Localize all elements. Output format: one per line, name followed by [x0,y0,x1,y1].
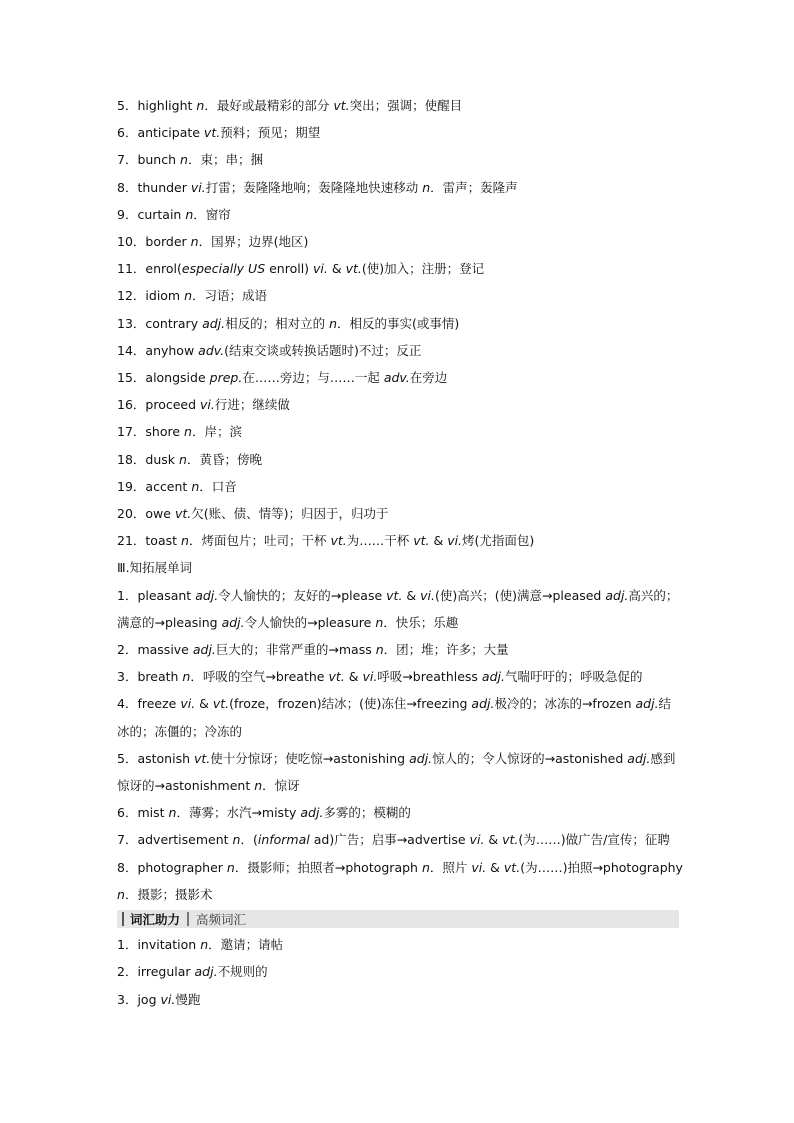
vocab-text: & [484,832,503,848]
part-of-speech: vi. [469,832,485,848]
vocab-text: 15．alongside [117,370,210,386]
part-of-speech: n [254,778,263,794]
vocab-line [117,418,679,445]
banner-divider [187,912,189,926]
part-of-speech: vt. [212,696,230,712]
vocab-text: 18．dusk [117,451,179,467]
part-of-speech: n [329,315,338,331]
vocab-text: 10．border [117,234,191,250]
part-of-speech: adj. [481,669,505,685]
vocab-text: 1．pleasant [117,587,196,603]
vocab-line [117,690,679,717]
part-of-speech: vi. [180,696,196,712]
vocab-line [117,554,679,581]
vocabulary-list-b [117,931,679,1013]
vocab-text: ．国界；边界(地区) [198,234,309,250]
part-of-speech: adj. [471,696,495,712]
vocab-text: ．雷声；轰隆声 [430,179,518,195]
part-of-speech: n [196,98,205,113]
part-of-speech: adj. [627,750,651,766]
vocab-text: 结 [658,696,672,712]
part-of-speech: n [232,832,241,848]
vocab-text: 7．advertisement [117,832,233,848]
vocab-text: ad)广告；启事→advertise [309,832,470,848]
vocab-text: 14．anyhow [117,342,199,358]
vocab-line [117,282,679,309]
vocab-text: (为……)拍照→photography [520,859,683,875]
vocab-text: & [327,261,346,277]
vocab-line [117,92,679,119]
vocab-text: ．呼吸的空气→breathe [190,669,329,685]
part-of-speech: n [422,179,431,195]
vocab-text: ．薄雾；水汽→misty [176,805,301,821]
vocab-line [117,772,679,799]
vocab-text: 20．owe [117,506,175,522]
part-of-speech: adj. [605,587,629,603]
part-of-speech: vt. [345,261,362,277]
vocab-text: ．最好或最精彩的部分 [204,98,334,113]
vocab-text: 7．bunch [117,152,181,168]
part-of-speech: vi. [362,669,378,685]
vocab-text: 惊讶的→astonishment [117,778,255,794]
part-of-speech: adj. [221,614,245,630]
part-of-speech: adj. [300,805,324,821]
part-of-speech: n [184,288,193,304]
vocab-line [117,663,679,690]
vocab-text: 12．idiom [117,288,185,304]
part-of-speech: vi. [160,991,176,1007]
part-of-speech: n [181,533,189,549]
vocab-text: 相反的；相对立的 [225,315,330,331]
vocab-text: 慢跑 [175,991,201,1007]
vocab-text: 巨大的；非常严重的→mass [215,642,376,658]
vocab-text: 呼吸→breathless [377,669,482,685]
part-of-speech: adj. [202,315,226,331]
part-of-speech: vt. [174,506,192,522]
vocab-text: 8．thunder [117,179,191,195]
section-banner [117,910,679,928]
part-of-speech: n [117,886,125,902]
vocab-line [117,228,679,255]
part-of-speech: vi. [190,179,206,195]
vocab-line [117,881,679,908]
vocab-text: 3．jog [117,991,161,1007]
vocab-text: ．摄影；摄影术 [124,886,213,902]
vocab-text: 惊人的；令人惊讶的→astonished [432,750,628,766]
vocab-text: ．( [240,832,258,848]
part-of-speech: adv. [383,370,410,386]
vocab-text: 19．accent [117,478,192,494]
vocab-text: 在……旁边；与……一起 [242,370,384,386]
vocab-text: 为……干杯 [346,533,414,549]
vocab-text: 11．enrol( [117,261,182,277]
part-of-speech: vt. [503,859,521,875]
vocab-line [117,174,679,201]
part-of-speech: n [185,206,194,222]
vocab-text: ．习语；成语 [192,288,268,304]
vocab-text: 4．freeze [117,696,181,712]
part-of-speech: n [226,859,235,875]
vocab-line [117,255,679,282]
part-of-speech: n [168,805,177,821]
part-of-speech: especially US [181,261,266,277]
vocab-text: ．烤面包片；吐司；干杯 [188,533,331,549]
part-of-speech: adv. [198,342,225,358]
vocab-text: ．惊讶 [262,778,300,794]
part-of-speech: vt. [333,98,350,113]
part-of-speech: vt. [386,587,403,603]
vocab-text: ．快乐；乐趣 [383,614,459,630]
vocab-text: 8．photographer [117,859,227,875]
part-of-speech: vi. [313,261,328,277]
part-of-speech: prep. [209,370,243,386]
vocab-text: 在旁边 [409,370,448,386]
part-of-speech: n [191,478,200,494]
vocab-line [117,718,679,745]
part-of-speech: vt. [203,125,221,141]
vocab-line [117,391,679,418]
part-of-speech: n [184,424,192,440]
vocab-text: 打雷；轰隆隆地响；轰隆隆地快速移动 [205,179,423,195]
vocab-text: ．相反的事实(或事情) [337,315,460,331]
vocab-text: (结束交谈或转换话题时)不过；反正 [224,342,422,358]
vocab-line [117,201,679,228]
part-of-speech: informal [257,832,310,848]
vocab-text: & [195,696,213,712]
part-of-speech: vi. [447,533,463,549]
vocab-line [117,854,683,881]
vocab-line [117,931,679,958]
part-of-speech: adj. [194,964,218,980]
vocab-text: 2．massive [117,642,193,658]
vocab-line [117,745,679,772]
part-of-speech: adj. [635,696,659,712]
vocab-line [117,364,679,391]
vocab-text: (使)高兴；(使)满意→pleased [434,587,606,603]
banner-title: 词汇助力 [130,912,181,928]
part-of-speech: vt. [330,533,347,549]
vocab-text: & [344,669,363,685]
vocab-text: 欠(账、债、情等)；归因于，归功于 [191,506,389,522]
vocab-text: 16．proceed [117,397,201,413]
vocab-line [117,500,679,527]
vocab-line [117,146,679,173]
vocab-text: 5．highlight [117,98,197,113]
vocab-line [117,609,679,636]
vocab-text: 9．curtain [117,206,186,222]
vocab-text: (froze，frozen)结冰；(使)冻住→freezing [229,696,472,712]
vocab-text: 多雾的；模糊的 [323,805,411,821]
part-of-speech: vt. [193,750,211,766]
vocab-text: 1．invitation [117,937,201,953]
vocabulary-list-a [117,92,683,908]
vocab-text: 行进；继续做 [214,397,290,413]
part-of-speech: n [179,451,187,467]
part-of-speech: adj. [195,587,219,603]
vocab-text: 烤(尤指面包) [462,533,535,549]
vocab-text: 13．contrary [117,315,203,331]
part-of-speech: vt. [502,832,519,848]
vocab-line [117,337,679,364]
vocab-line [117,446,679,473]
vocab-text: enroll) [265,261,314,277]
vocabulary-content [117,92,683,1013]
vocab-line [117,826,679,853]
banner-bar [122,912,124,926]
vocab-line [117,958,679,985]
vocab-text: 气喘吁吁的；呼吸急促的 [504,669,643,685]
vocab-line [117,582,679,609]
vocab-text: ．黄昏；傍晚 [186,451,262,467]
vocab-text: Ⅲ.知拓展单词 [117,560,193,576]
vocab-line [117,310,679,337]
vocab-line [117,986,679,1013]
part-of-speech: n [190,234,199,250]
vocab-text: 21．toast [117,533,182,549]
vocab-text: ．邀请；请帖 [208,937,284,953]
vocab-text: 2．irregular [117,964,195,980]
part-of-speech: adj. [409,750,433,766]
part-of-speech: n [421,859,430,875]
vocab-text: & [486,859,504,875]
part-of-speech: adj. [192,642,216,658]
vocab-text: 突出；强调；使醒目 [349,98,463,113]
vocab-text: 3．breath [117,669,183,685]
vocab-text: ．摄影师；拍照者→photograph [234,859,422,875]
vocab-text: 6．anticipate [117,125,204,141]
vocab-text: (为……)做广告/宣传；征聘 [518,832,670,848]
vocab-text: 使十分惊讶；使吃惊→astonishing [210,750,410,766]
vocab-text: ．照片 [429,859,472,875]
vocab-text: & [402,587,421,603]
part-of-speech: vi. [471,859,487,875]
vocab-text: 5．astonish [117,750,194,766]
vocab-text: ．口音 [199,478,237,494]
vocab-line [117,473,679,500]
vocab-text: 不规则的 [217,964,268,980]
part-of-speech: n [180,152,188,168]
vocab-text: 令人愉快的→pleasure [244,614,376,630]
vocab-text: & [429,533,448,549]
part-of-speech: vi. [200,397,215,413]
part-of-speech: vt. [328,669,345,685]
vocab-text: ．岸；滨 [191,424,242,440]
vocab-text: 17．shore [117,424,185,440]
vocab-text: 高兴的； [628,587,679,603]
part-of-speech: n [375,642,384,658]
part-of-speech: n [375,614,384,630]
vocab-text: 令人愉快的；友好的→please [218,587,387,603]
vocab-line [117,119,679,146]
vocab-text: 冰的；冻僵的；冷冻的 [117,723,243,739]
vocab-line [117,799,679,826]
part-of-speech: vt. [413,533,430,549]
banner-subtitle: 高频词汇 [196,912,247,928]
vocab-text: 满意的→pleasing [117,614,222,630]
vocab-text: ．束；串；捆 [187,152,263,168]
vocab-text: (使)加入；注册；登记 [361,261,485,277]
vocab-line [117,636,679,663]
vocab-text: ．窗帘 [193,206,231,222]
vocab-line [117,527,679,554]
vocab-text: 预料；预见；期望 [220,125,321,141]
vocab-text: 极冷的；冰冻的→frozen [494,696,636,712]
part-of-speech: vi. [420,587,435,603]
part-of-speech: n [182,669,191,685]
vocab-text: 6．mist [117,805,169,821]
part-of-speech: n [200,937,209,953]
vocab-text: ．团；堆；许多；大量 [383,642,509,658]
vocab-text: 感到 [650,750,676,766]
